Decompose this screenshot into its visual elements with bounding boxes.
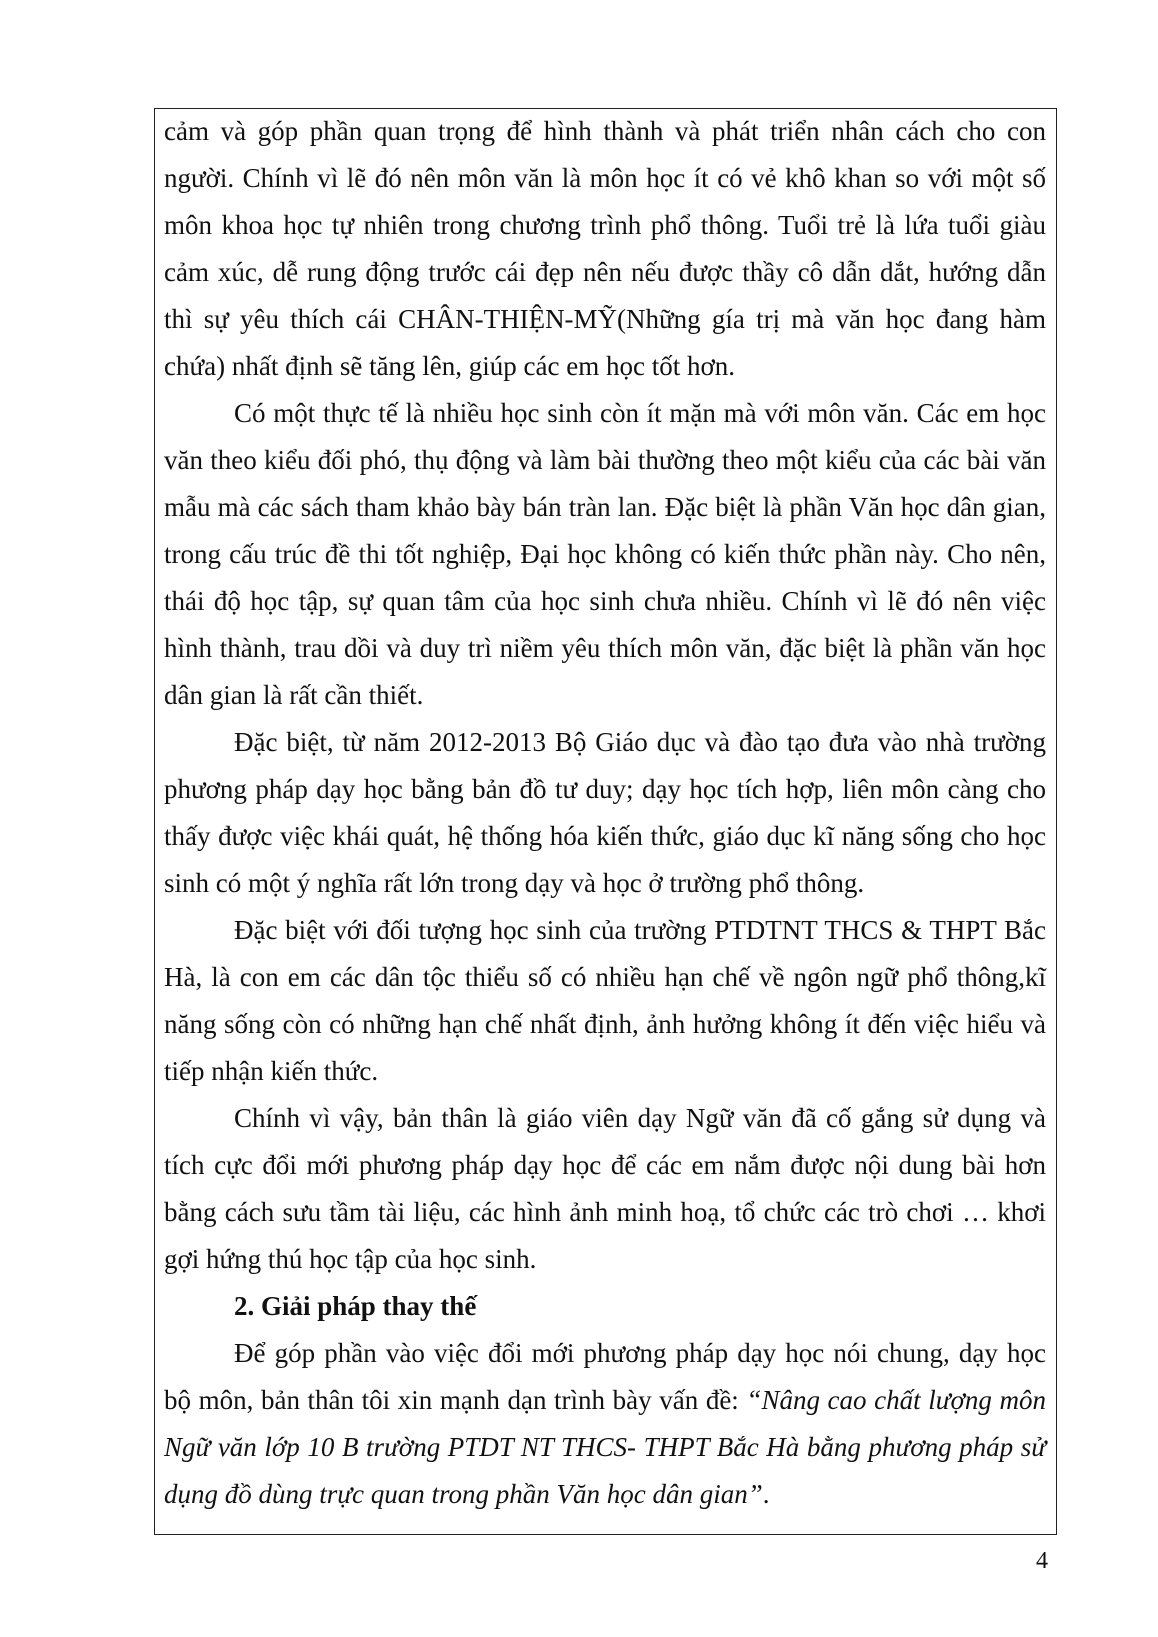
paragraph-3: Đặc biệt, từ năm 2012-2013 Bộ Giáo dục và đào tạo đưa vào nhà trường phương pháp dạy học bằng bản đồ tư duy; dạy học tích hợp, liên môn càng cho thấy được việc khái quát, hệ thống hóa kiến thức, giáo dục kĩ năng sống cho học sinh có một ý nghĩa rất lớn trong dạy và học ở trường phổ thông.	[164, 727, 1046, 898]
paragraph-final	[164, 1330, 1046, 1518]
paragraph-2: Có một thực tế là nhiều học sinh còn ít mặn mà với môn văn. Các em học văn theo kiểu đối phó, thụ động và làm bài thường theo một kiểu của các bài văn mẫu mà các sách tham khảo bày bán tràn lan. Đặc biệt là phần Văn học dân gian, trong cấu trúc đề thi tốt nghiệp, Đại học không có kiến thức phần này. Cho nên, thái độ học tập, sự quan tâm của học sinh chưa nhiều. Chính vì lẽ đó nên việc hình thành, trau dồi và duy trì niềm yêu thích môn văn, đặc biệt là phần văn học dân gian là rất cần thiết.	[164, 398, 1046, 710]
final-lead: Để góp phần vào việc đổi mới phương pháp dạy học nói chung, dạy học bộ môn, bản thân tôi xin mạnh dạn trình bày vấn đề:	[164, 1338, 1046, 1415]
final-quote: “Nâng cao chất lượng môn Ngữ văn lớp 10 B trường PTDT NT THCS- THPT Bắc Hà bằng phương pháp sử dụng đồ dùng trực quan trong phần Văn học dân gian”	[164, 1385, 1046, 1509]
document-body	[164, 108, 1046, 1518]
section-heading: 2. Giải pháp thay thế	[234, 1291, 477, 1321]
page-number: 4	[1036, 1548, 1048, 1574]
paragraph-5: Chính vì vậy, bản thân là giáo viên dạy Ngữ văn đã cố gắng sử dụng và tích cực đổi mới phương pháp dạy học để các em nắm được nội dung bài hơn bằng cách sưu tầm tài liệu, các hình ảnh minh hoạ, tổ chức các trò chơi … khơi gợi hứng thú học tập của học sinh.	[164, 1103, 1046, 1274]
paragraph-1: cảm và góp phần quan trọng để hình thành và phát triển nhân cách cho con người. Chính vì lẽ đó nên môn văn là môn học ít có vẻ khô khan so với một số môn khoa học tự nhiên trong chương trình phổ thông. Tuổi trẻ là lứa tuổi giàu cảm xúc, dễ rung động trước cái đẹp nên nếu được thầy cô dẫn dắt, hướng dẫn thì sự yêu thích cái CHÂN-THIỆN-MỸ(Những gía trị mà văn học đang hàm chứa) nhất định sẽ tăng lên, giúp các em học tốt hơn.	[164, 116, 1046, 381]
final-end: .	[762, 1479, 770, 1509]
paragraph-4: Đặc biệt với đối tượng học sinh của trường PTDTNT THCS & THPT Bắc Hà, là con em các dân tộc thiểu số có nhiều hạn chế về ngôn ngữ phổ thông,kĩ năng sống còn có những hạn chế nhất định, ảnh hưởng không ít đến việc hiểu và tiếp nhận kiến thức.	[164, 915, 1046, 1086]
